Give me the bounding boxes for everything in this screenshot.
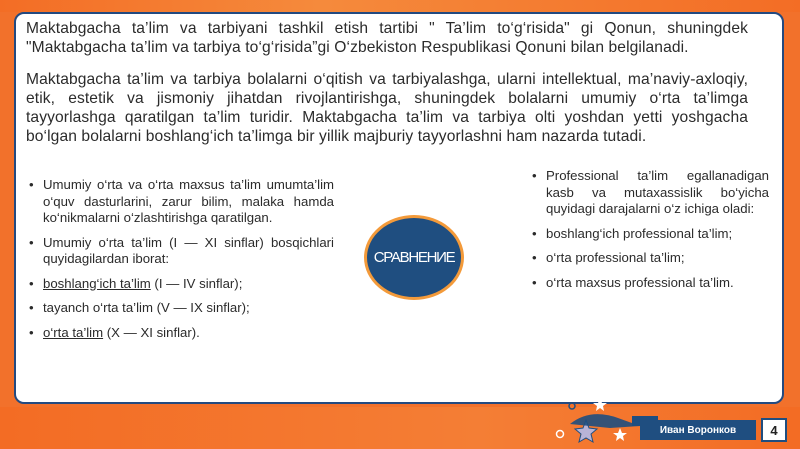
top-orange-band bbox=[0, 0, 800, 12]
intro-paragraph: Maktabgacha ta’lim va tarbiyani tashkil etish tartibi " Ta’lim to‘g‘risida" gi Qonun, shuningdek "Maktabgacha ta’lim va tarbiya to‘g‘risida”gi O‘zbekiston Respublikasi Qonuni bilan belgilanadi. bbox=[26, 20, 748, 56]
general-education-list bbox=[26, 177, 334, 349]
description-paragraph: Maktabgacha ta’lim va tarbiya bolalarni o‘qitish va tarbiyalashga, ularni intellektual, ma’naviy-axloqiy, etik, estetik va jismoniy jihatdan rivojlantirishga, shuningdek bolalarni umumiy o‘rta ta’limga tayyorlashga qaratilgan ta’lim turidir. Maktabgacha ta’lim va tarbiya olti yoshdan yetti yoshgacha bo‘lgan bolalarni boshlang‘ich ta’limga bir yillik majburiy tayyorlashni ham nazarda tutadi. bbox=[26, 71, 748, 145]
list-item: • Umumiy o‘rta va o‘rta maxsus ta’lim umumta’lim o‘quv dasturlarini, zarur bilim, malaka hamda ko‘nikmalarni o‘zlashtirishga qaratilgan. bbox=[26, 177, 334, 227]
badge-label: СРАВНЕНИЕ bbox=[373, 249, 455, 266]
comparison-badge bbox=[364, 215, 464, 300]
list-item: • Professional ta’lim egallanadigan kasb va mutaxassislik bo‘yicha quyidagi darajalarni o‘z ichiga oladi: bbox=[529, 168, 769, 218]
page-number: 4 bbox=[770, 422, 778, 438]
author-box bbox=[640, 420, 756, 440]
list-item: • o‘rta maxsus professional ta’lim. bbox=[529, 275, 769, 292]
list-item: • tayanch o‘rta ta’lim (V — IX sinflar); bbox=[26, 300, 334, 317]
secondary-education-link[interactable]: o‘rta ta’lim bbox=[43, 324, 104, 340]
professional-education-list bbox=[529, 168, 769, 299]
author-name: Иван Воронков bbox=[659, 424, 737, 436]
list-item: • boshlang‘ich professional ta’lim; bbox=[529, 226, 769, 243]
primary-education-link[interactable]: boshlang‘ich ta’lim bbox=[43, 275, 151, 291]
list-item: • boshlang‘ich ta’lim (I — IV sinflar); bbox=[26, 276, 334, 293]
slide-content-card bbox=[14, 12, 784, 404]
page-number-box bbox=[761, 418, 787, 442]
list-item: • Umumiy o‘rta ta’lim (I — XI sinflar) bosqichlari quyidagilardan iborat: bbox=[26, 235, 334, 268]
list-item: • o‘rta ta’lim (X — XI sinflar). bbox=[26, 325, 334, 342]
list-item: • o‘rta professional ta’lim; bbox=[529, 250, 769, 267]
